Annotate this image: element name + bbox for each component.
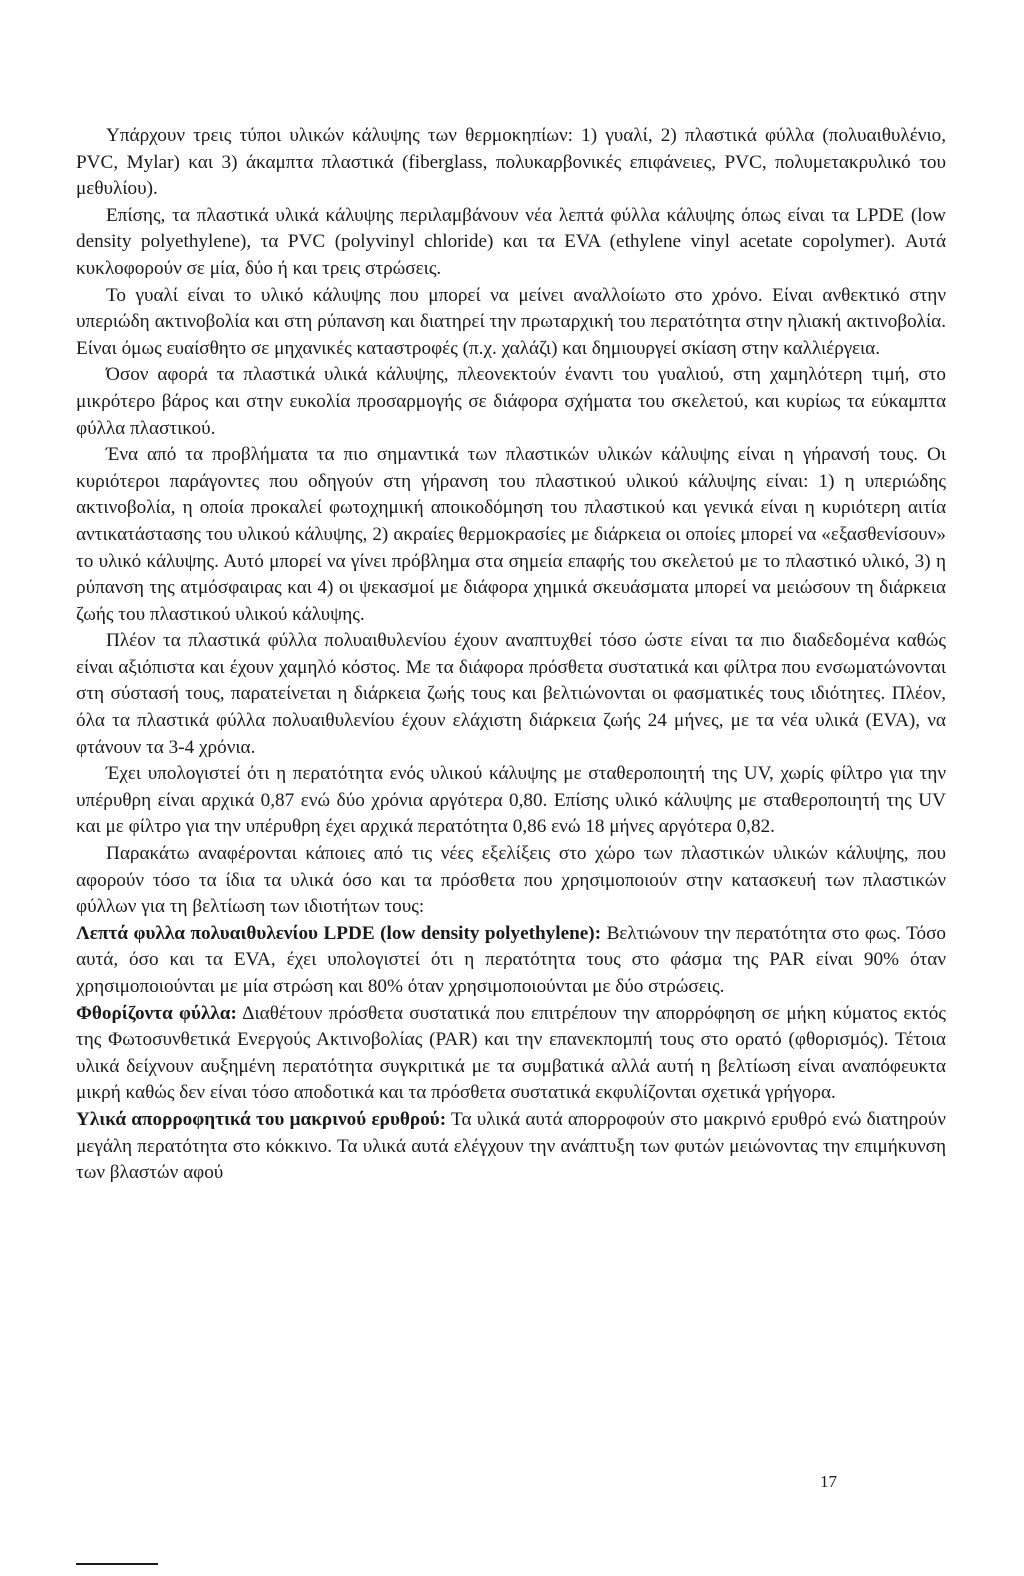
paragraph-aging [76,442,946,628]
paragraph-lead-heading: Υλικά απορροφητικά του μακρινού ερυθρού: [76,1108,447,1130]
paragraph-text: Όσον αφορά τα πλαστικά υλικά κάλυψης, πλεονεκτούν έναντι του γυαλιού, στη χαμηλότερη τιμή, στο μικρότερο βάρος και στην ευκολία προσαρμογής σε διάφορα σχήματα του σκελετού, και κυρίως τα εύκαμπτα φύλλα πλαστικού. [76,364,946,439]
paragraph-text: Έχει υπολογιστεί ότι η περατότητα ενός υλικού κάλυψης με σταθεροποιητή της UV, χωρίς φίλτρο για την υπέρυθρη είναι αρχικά 0,87 ενώ δύο χρόνια αργότερα 0,80. Επίσης υλικό κάλυψης με σταθεροποιητή της UV και με φίλτρο για την υπέρυθρη έχει αρχικά περατότητα 0,86 ενώ 18 μήνες αργότερα 0,82. [76,763,946,838]
paragraph-text: Ένα από τα προβλήματα τα πιο σημαντικά των πλαστικών υλικών κάλυψης είναι η γήρανσή τους. Οι κυριότεροι παράγοντες που οδηγούν στη γήρανση του πλαστικού υλικού κάλυψης είναι: 1) η υπεριώδης ακτινοβολία, η οποία προκαλεί φωτοχημική αποικοδόμηση του πλαστικού και γενικά είναι η κυριότερη αιτία αντικατάστασης του υλικού κάλυψης, 2) ακραίες θερμοκρασίες με διάρκεια οι οποίες μπορεί να «εξασθενίσουν» το υλικό κάλυψης. Αυτό μπορεί να γίνει πρόβλημα στα σημεία επαφής του σκελετού με το πλαστικό υλικό, 3) η ρύπανση της ατμόσφαιρας και 4) οι ψεκασμοί με διάφορα χημικά σκευάσματα μπορεί να μειώσουν τη διάρκεια ζωής του πλαστικού υλικού κάλυψης. [76,444,946,625]
paragraph-glass [76,283,946,363]
paragraph-cover-types [76,123,946,203]
paragraph-transmittance [76,761,946,841]
paragraph-far-red-absorbing [76,1107,946,1187]
paragraph-polyethylene [76,628,946,761]
paragraph-text: Υπάρχουν τρεις τύποι υλικών κάλυψης των θερμοκηπίων: 1) γυαλί, 2) πλαστικά φύλλα (πολυαιθυλένιο, PVC, Mylar) και 3) άκαμπτα πλαστικά (fiberglass, πολυκαρβονικές επιφάνειες, PVC, πολυμετακρυλικό του μεθυλίου). [76,125,946,200]
paragraph-fluorescent-films [76,1001,946,1107]
paragraph-new-developments [76,841,946,921]
paragraph-text: Επίσης, τα πλαστικά υλικά κάλυψης περιλαμβάνουν νέα λεπτά φύλλα κάλυψης όπως είναι τα LPDE (low density polyethylene), τα PVC (polyvinyl chloride) και τα EVA (ethylene vinyl acetate copolymer). Αυτά κυκλοφορούν σε μία, δύο ή και τρεις στρώσεις. [76,204,946,279]
paragraph-text: Παρακάτω αναφέρονται κάποιες από τις νέες εξελίξεις στο χώρο των πλαστικών υλικών κάλυψης, που αφορούν τόσο τα ίδια τα υλικά όσο και τα πρόσθετα που χρησιμοποιούν στην κατασκευή των πλαστικών φύλλων για τη βελτίωση των ιδιοτήτων τους: [76,843,946,918]
paragraph-text: Πλέον τα πλαστικά φύλλα πολυαιθυλενίου έχουν αναπτυχθεί τόσο ώστε είναι τα πιο διαδεδομένα καθώς είναι αξιόπιστα και έχουν χαμηλό κόστος. Με τα διάφορα πρόσθετα συστατικά και φίλτρα που ενσωματώνονται στη σύστασή τους, παρατείνεται η διάρκεια ζωής τους και βελτιώνονται οι φασματικές τους ιδιότητες. Πλέον, όλα τα πλαστικά φύλλα πολυαιθυλενίου έχουν ελάχιστη διάρκεια ζωής 24 μήνες, με τα νέα υλικά (EVA), να φτάνουν τα 3-4 χρόνια. [76,630,946,758]
paragraph-ldpe-films [76,921,946,1001]
paragraph-text: Διαθέτουν πρόσθετα συστατικά που επιτρέπουν την απορρόφηση σε μήκη κύματος εκτός της Φωτοσυνθετικά Ενεργούς Ακτινοβολίας (PAR) και την επανεκπομπή τους στο ορατό (φθορισμός). Τέτοια υλικά δείχνουν αυξημένη περατότητα συγκριτικά με τα συμβατικά αλλά αυτή η βελτίωση είναι αναπόφευκτα μικρή καθώς δεν είναι τόσο αποδοτικά και τα πρόσθετα συστατικά εκφυλίζονται σχετικά γρήγορα. [76,1002,947,1104]
paragraph-plastic-films [76,203,946,283]
footnote-divider [76,1563,158,1565]
paragraph-text: Το γυαλί είναι το υλικό κάλυψης που μπορεί να μείνει αναλλοίωτο στο χρόνο. Είναι ανθεκτικό στην υπεριώδη ακτινοβολία και στη ρύπανση και διατηρεί την πρωταρχική του περατότητα στην ηλιακή ακτινοβολία. Είναι όμως ευαίσθητο σε μηχανικές καταστροφές (π.χ. χαλάζι) και δημιουργεί σκίαση στην καλλιέργεια. [76,284,946,359]
paragraph-plastic-advantages [76,362,946,442]
document-body [76,123,946,1187]
paragraph-text: Βελτιώνουν την περατότητα στο φως. Τόσο αυτά, όσο και τα EVA, έχει υπολογιστεί ότι η περατότητα τους στο φάσμα της PAR είναι 90% όταν χρησιμοποιούνται με μία στρώση και 80% όταν χρησιμοποιούνται με δύο στρώσεις. [76,922,947,997]
page-number: 17 [820,1472,837,1491]
paragraph-lead-heading: Φθορίζοντα φύλλα: [76,1002,237,1024]
paragraph-text: Τα υλικά αυτά απορροφούν στο μακρινό ερυθρό ενώ διατηρούν μεγάλη περατότητα στο κόκκινο. Τα υλικά αυτά ελέγχουν την ανάπτυξη των φυτών μειώνοντας την επιμήκυνση των βλαστών αφού [76,1108,946,1184]
paragraph-lead-heading: Λεπτά φυλλα πολυαιθυλενίου LPDE (low density polyethylene): [76,922,602,944]
